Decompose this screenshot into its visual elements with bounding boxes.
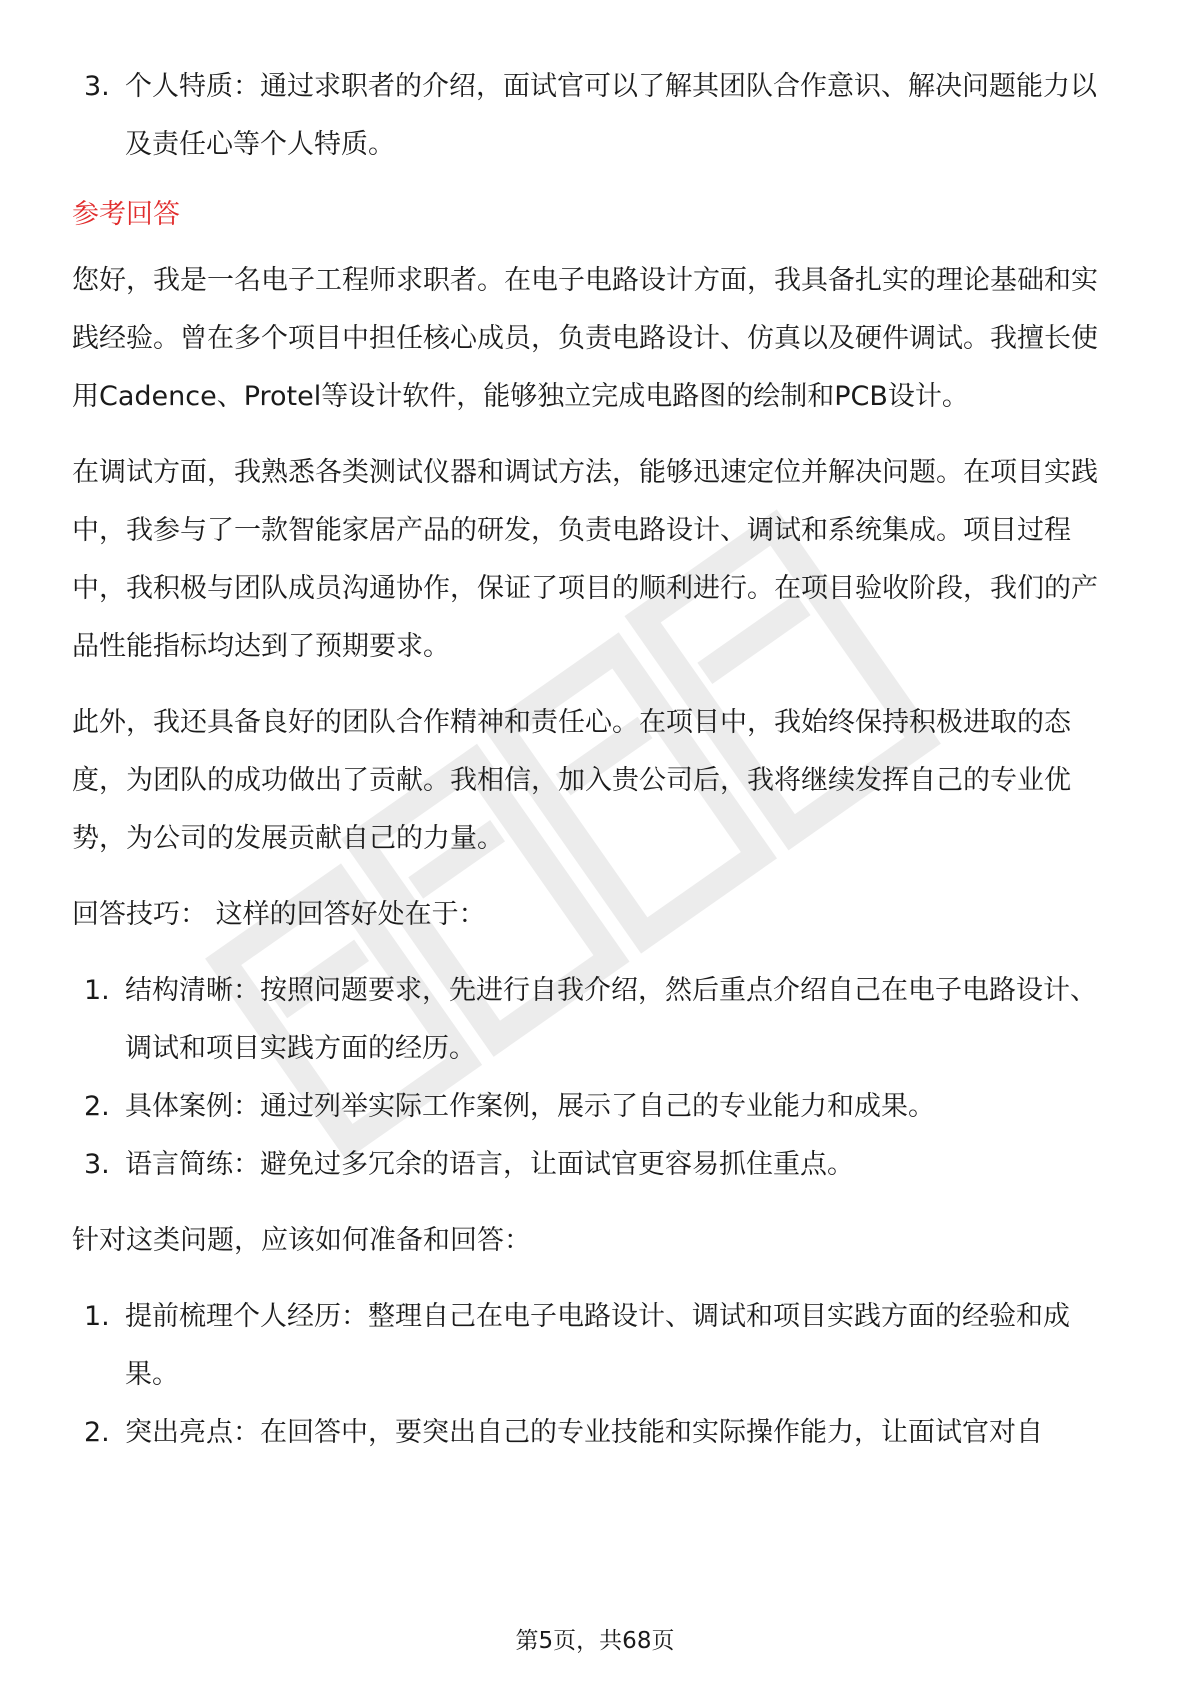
list-item [72, 1404, 1122, 1462]
list-number: 1. [84, 1301, 110, 1332]
list-item [72, 962, 1122, 1078]
list-number: 2. [84, 1091, 110, 1122]
prep-list [72, 1288, 1122, 1462]
answer-paragraph: 在调试方面，我熟悉各类测试仪器和调试方法，能够迅速定位并解决问题。在项目实践中，我参与了一款智能家居产品的研发，负责电路设计、调试和系统集成。项目过程中，我积极与团队成员沟通协作，保证了项目的顺利进行。在项目验收阶段，我们的产品性能指标均达到了预期要求。 [72, 457, 1098, 662]
top-list [72, 58, 1122, 174]
page-footer: 第5页，共68页 [515, 1628, 675, 1654]
list-item [72, 1078, 1122, 1136]
list-item [72, 1288, 1122, 1404]
list-item [72, 1136, 1122, 1194]
list-number: 1. [84, 975, 110, 1006]
list-text: 突出亮点：在回答中，要突出自己的专业技能和实际操作能力，让面试官对自 [125, 1417, 1043, 1448]
answer-paragraph: 您好，我是一名电子工程师求职者。在电子电路设计方面，我具备扎实的理论基础和实践经验。曾在多个项目中担任核心成员，负责电路设计、仿真以及硬件调试。我擅长使用Cadence、Protel等设计软件，能够独立完成电路图的绘制和PCB设计。 [72, 265, 1098, 412]
list-text: 个人特质：通过求职者的介绍，面试官可以了解其团队合作意识、解决问题能力以及责任心等个人特质。 [125, 71, 1097, 160]
answer-paragraph: 此外，我还具备良好的团队合作精神和责任心。在项目中，我始终保持积极进取的态度，为团队的成功做出了贡献。我相信，加入贵公司后，我将继续发挥自己的专业优势，为公司的发展贡献自己的力量。 [72, 707, 1071, 854]
prep-intro: 针对这类问题，应该如何准备和回答： [72, 1225, 531, 1256]
list-text: 具体案例：通过列举实际工作案例，展示了自己的专业能力和成果。 [125, 1091, 935, 1122]
content-area [72, 58, 1122, 1462]
list-number: 3. [84, 1149, 110, 1180]
tips-intro: 回答技巧： 这样的回答好处在于： [72, 899, 486, 930]
list-text: 提前梳理个人经历：整理自己在电子电路设计、调试和项目实践方面的经验和成果。 [125, 1301, 1070, 1390]
list-text: 结构清晰：按照问题要求，先进行自我介绍，然后重点介绍自己在电子电路设计、调试和项目实践方面的经历。 [125, 975, 1097, 1064]
list-number: 3. [84, 71, 110, 102]
tips-list [72, 962, 1122, 1194]
list-number: 2. [84, 1417, 110, 1448]
list-item [72, 58, 1122, 174]
section-heading: 参考回答 [72, 199, 180, 230]
list-text: 语言简练：避免过多冗余的语言，让面试官更容易抓住重点。 [125, 1149, 854, 1180]
